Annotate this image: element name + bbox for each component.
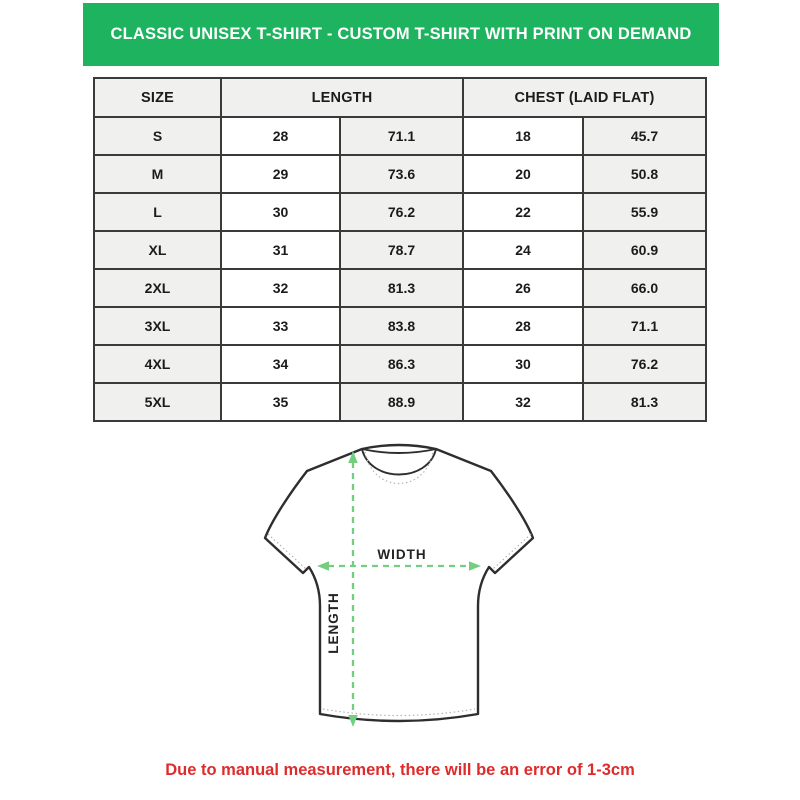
length-in-cell: 28: [221, 117, 340, 155]
size-cell: 3XL: [94, 307, 221, 345]
title-banner: [83, 3, 719, 66]
table-row: [94, 231, 706, 269]
tshirt-diagram-svg: [250, 438, 550, 748]
size-table-header: [94, 78, 706, 117]
chest-cm-cell: 60.9: [583, 231, 706, 269]
length-cm-cell: 71.1: [340, 117, 463, 155]
length-cm-cell: 86.3: [340, 345, 463, 383]
size-table-body: [94, 117, 706, 421]
chest-cm-cell: 76.2: [583, 345, 706, 383]
header-row: [94, 78, 706, 117]
chest-cm-cell: 71.1: [583, 307, 706, 345]
length-arrow-down-head: [348, 715, 358, 727]
table-row: [94, 193, 706, 231]
table-row: [94, 307, 706, 345]
length-in-cell: 31: [221, 231, 340, 269]
length-cm-cell: 73.6: [340, 155, 463, 193]
length-in-cell: 33: [221, 307, 340, 345]
chest-cm-cell: 81.3: [583, 383, 706, 421]
chest-cm-cell: 66.0: [583, 269, 706, 307]
measurement-disclaimer: Due to manual measurement, there will be an error of 1-3cm: [165, 761, 635, 779]
size-table: [93, 77, 707, 422]
tshirt-outline: [265, 445, 533, 721]
chest-in-cell: 22: [463, 193, 583, 231]
chest-in-cell: 18: [463, 117, 583, 155]
chest-cm-cell: 55.9: [583, 193, 706, 231]
table-row: [94, 269, 706, 307]
col-header-chest: CHEST (LAID FLAT): [463, 78, 706, 117]
length-in-cell: 29: [221, 155, 340, 193]
length-in-cell: 35: [221, 383, 340, 421]
table-row: [94, 117, 706, 155]
page-title: CLASSIC UNISEX T-SHIRT - CUSTOM T-SHIRT WITH PRINT ON DEMAND: [110, 25, 692, 43]
size-cell: 5XL: [94, 383, 221, 421]
table-row: [94, 345, 706, 383]
chest-in-cell: 28: [463, 307, 583, 345]
chest-cm-cell: 50.8: [583, 155, 706, 193]
size-cell: XL: [94, 231, 221, 269]
size-cell: 2XL: [94, 269, 221, 307]
tshirt-measurement-diagram: [250, 438, 550, 748]
length-cm-cell: 83.8: [340, 307, 463, 345]
size-cell: 4XL: [94, 345, 221, 383]
table-row: [94, 383, 706, 421]
length-label: LENGTH: [326, 592, 341, 654]
length-cm-cell: 78.7: [340, 231, 463, 269]
chest-in-cell: 26: [463, 269, 583, 307]
col-header-size: SIZE: [94, 78, 221, 117]
length-cm-cell: 76.2: [340, 193, 463, 231]
chest-in-cell: 24: [463, 231, 583, 269]
size-cell: L: [94, 193, 221, 231]
table-row: [94, 155, 706, 193]
length-cm-cell: 88.9: [340, 383, 463, 421]
chest-in-cell: 32: [463, 383, 583, 421]
chest-in-cell: 30: [463, 345, 583, 383]
chest-in-cell: 20: [463, 155, 583, 193]
col-header-length: LENGTH: [221, 78, 463, 117]
chest-cm-cell: 45.7: [583, 117, 706, 155]
length-in-cell: 32: [221, 269, 340, 307]
length-cm-cell: 81.3: [340, 269, 463, 307]
size-cell: S: [94, 117, 221, 155]
size-cell: M: [94, 155, 221, 193]
length-in-cell: 30: [221, 193, 340, 231]
length-in-cell: 34: [221, 345, 340, 383]
width-label: WIDTH: [377, 547, 427, 562]
